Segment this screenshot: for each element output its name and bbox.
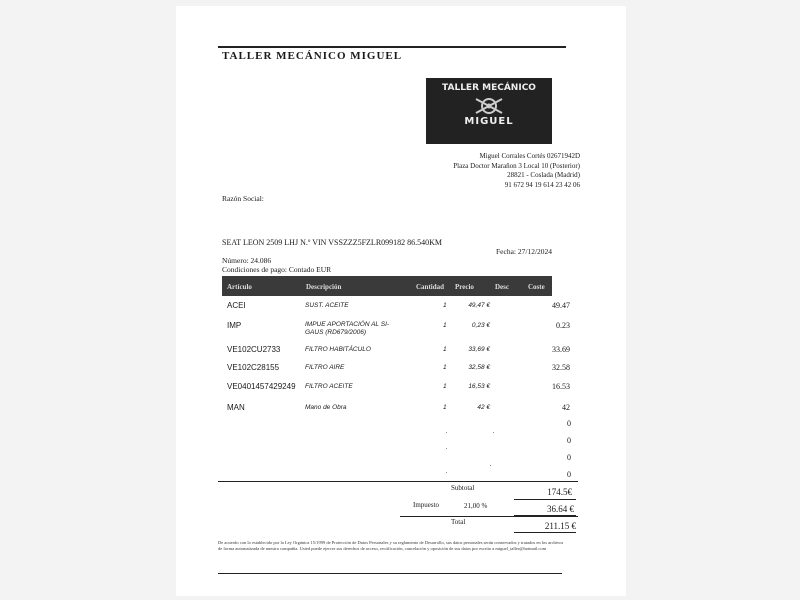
row-precio: 49,47 € [468, 302, 490, 309]
row-precio: 33,69 € [468, 346, 490, 353]
row-precio: 32,58 € [468, 364, 490, 371]
row-coste: 0.23 [556, 321, 570, 330]
address-line2: Plaza Doctor Marañon 3 Local 10 (Posterior) [453, 161, 580, 170]
company-logo [426, 78, 552, 144]
logo-line1: TALLER MECÁNICO [442, 83, 536, 93]
col-articulo: Artículo [227, 283, 252, 291]
totals-rule [218, 481, 578, 482]
empty-cost: 0 [567, 419, 571, 428]
row-cantidad: 1 [443, 302, 447, 309]
company-title: TALLER MECÁNICO MIGUEL [222, 50, 403, 62]
empty-cost: 0 [567, 470, 571, 479]
invoice-number: Número: 24.086 [222, 256, 272, 265]
total-rule [400, 516, 578, 517]
row-coste: 42 [562, 403, 570, 412]
row-descripcion: FILTRO ACEITE [305, 383, 353, 390]
subtotal-value: 174.5€ [547, 487, 572, 497]
scan-dot [490, 465, 491, 466]
row-coste: 32.58 [552, 363, 570, 372]
vehicle-info: SEAT LEON 2509 LHJ N.º VIN VSSZZZ5FZLR099182 86.540KM [222, 238, 443, 247]
top-rule [218, 46, 566, 48]
subtotal-underline [514, 499, 576, 500]
invoice-date: Fecha: 27/12/2024 [496, 247, 553, 256]
row-cantidad: 1 [443, 404, 447, 411]
scan-dot [446, 448, 447, 449]
legal-footer [218, 540, 576, 551]
scan-dot [446, 432, 447, 433]
row-cantidad: 1 [443, 322, 447, 329]
impuesto-rate: 21,00 % [464, 502, 488, 510]
row-descripcion-cont: GAUS (RD679/2006) [305, 329, 367, 336]
row-articulo: VE102CU2733 [227, 345, 281, 354]
row-cantidad: 1 [443, 383, 447, 390]
row-articulo: MAN [227, 403, 245, 412]
impuesto-label: Impuesto [413, 501, 440, 509]
row-descripcion: SUST. ACEITE [305, 302, 349, 309]
col-descripcion: Descripción [306, 283, 342, 291]
row-descripcion: IMPUE APORTACIÓN AL SI- [305, 321, 390, 328]
row-precio: 0,23 € [471, 322, 490, 329]
col-cantidad: Cantidad [416, 283, 445, 291]
table-header [222, 276, 552, 296]
empty-cost: 0 [567, 436, 571, 445]
legal-line1: De acuerdo con lo establecido por la Ley Orgánica 15/1999 de Protección de Datos Personales y su reglamento de Desarrollo, sus datos personales serán conservados y tratados en los archivos [218, 540, 564, 545]
company-address [380, 152, 580, 190]
impuesto-value: 36.64 € [547, 504, 574, 514]
row-descripcion: FILTRO HABITÁCULO [305, 346, 371, 353]
row-articulo: IMP [227, 321, 242, 330]
row-descripcion: Mano de Obra [305, 404, 347, 411]
address-line1: Miguel Corrales Cortés 02671942D [479, 152, 580, 160]
col-desc: Desc [495, 283, 509, 291]
row-precio: 42 € [477, 404, 490, 411]
empty-cost: 0 [567, 453, 571, 462]
row-descripcion: FILTRO AIRE [305, 364, 345, 371]
total-label: Total [451, 518, 466, 526]
razon-social-label: Razón Social: [222, 194, 264, 203]
row-cantidad: 1 [443, 364, 447, 371]
row-precio: 16,53 € [468, 383, 490, 390]
scan-dot [493, 432, 494, 433]
address-line3: 28821 - Coslada (Madrid) [507, 171, 580, 179]
address-line4: 91 672 94 19 614 23 42 06 [504, 180, 580, 189]
row-articulo: ACEI [227, 301, 246, 310]
row-articulo: VE0401457429249 [227, 382, 296, 391]
total-value: 211.15 € [544, 521, 576, 531]
col-coste: Coste [528, 283, 545, 291]
row-coste: 16.53 [552, 382, 570, 391]
row-coste: 49.47 [552, 301, 570, 310]
row-articulo: VE102C28155 [227, 363, 280, 372]
row-coste: 33.69 [552, 345, 570, 354]
bottom-rule [218, 573, 562, 574]
payment-conditions: Condiciones de pago: Contado EUR [222, 265, 332, 274]
legal-line2: de forma automatizada de nuestra compañía. Usted puede ejercer sus derechos de acceso, rectificación, cancelación y oposición de sus datos por escrito a miguel_taller@hotmail.com [218, 545, 547, 551]
row-cantidad: 1 [443, 346, 447, 353]
total-underline [514, 532, 576, 533]
wrench-gear-icon [474, 96, 504, 116]
subtotal-label: Subtotal [451, 484, 475, 492]
col-precio: Precio [455, 283, 474, 291]
scan-dot [446, 472, 447, 473]
logo-line2: MIGUEL [464, 116, 514, 127]
